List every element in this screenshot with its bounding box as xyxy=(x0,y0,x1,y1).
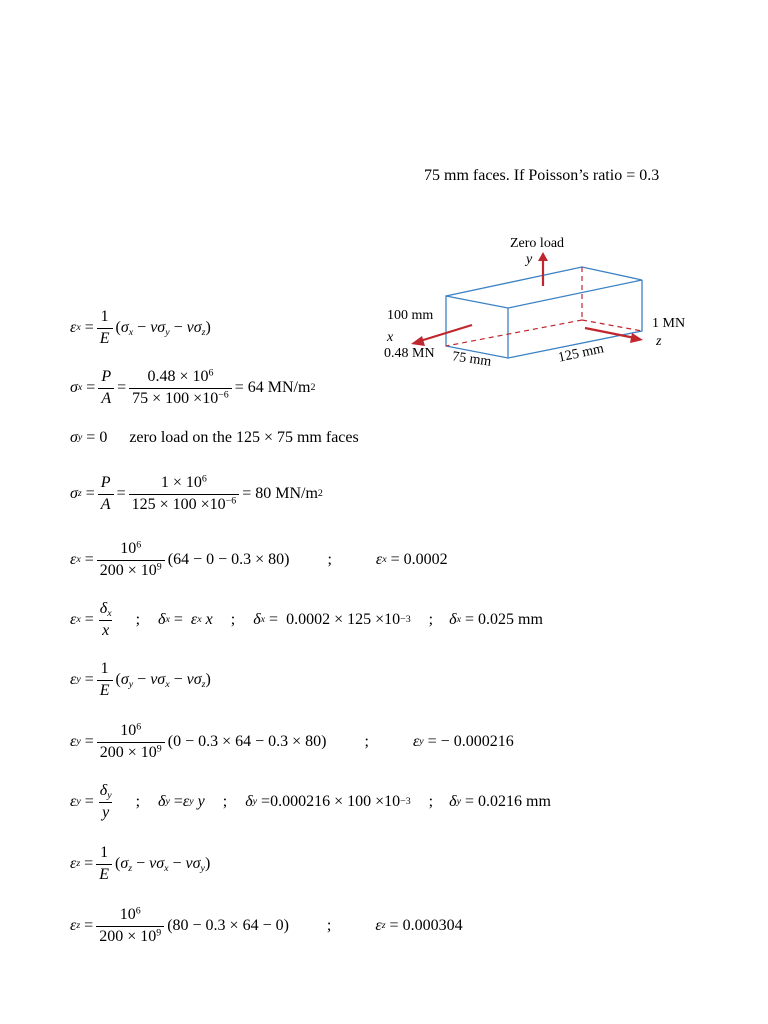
eq-stress-y: σ y = 0 zero load on the 125 × 75 mm faces xyxy=(70,429,359,446)
strain-y-result: = − 0.000216 xyxy=(427,733,514,750)
block-diagram xyxy=(380,230,700,380)
eq-deformation-x: ε x = $\frac{\delta_x}{x}$ ; δ x = ε x x ; δ x = 0.0002 × 125 ×10 −3 ; δ x = 0.025 mm xyxy=(70,600,543,639)
stress-y-note: zero load on the 125 × 75 mm faces xyxy=(129,429,359,446)
eq-strain-y-general: ε y = $\frac{1}{E}$ $(\sigma_y - \nu\sigma_x - \nu\sigma_z)$ xyxy=(70,660,211,699)
zero-load-label: Zero load xyxy=(510,236,565,251)
problem-text: 75 mm faces. If Poisson’s ratio = 0.3 xyxy=(424,167,660,184)
z-axis-label: z xyxy=(656,334,662,349)
length-dimension: 125 mm xyxy=(556,341,606,366)
eq-strain-z-calc: ε z = $\frac{10^6}{200 \times 10^9}$ (80 − 0.3 × 64 − 0) ; ε z = 0.000304 xyxy=(70,905,463,945)
eq-stress-x: σ x = $\frac{P}{A}$ = $\frac{0.48 \times 10^6}{75 \times 100 \times 10^{-6}}$ = 64 MN/m 2 xyxy=(70,367,316,407)
height-dimension: 100 mm xyxy=(387,308,434,323)
eq-stress-z: σ z = $\frac{P}{A}$ = $\frac{1 \times 10^6}{125 \times 100 \times 10^{-6}}$ = 80 MN/m 2 xyxy=(70,473,323,513)
eq-strain-y-calc: ε y = $\frac{10^6}{200 \times 10^9}$ (0 − 0.3 × 64 − 0.3 × 80) ; ε y = − 0.000216 xyxy=(70,721,514,761)
deformation-x-result: = 0.025 mm xyxy=(464,611,543,628)
strain-x-result: = 0.0002 xyxy=(390,551,448,568)
eq-strain-x-general: ε x = $\frac{1}{E}$ $(\sigma_x - \nu\sigma_y - \nu\sigma_z)$ xyxy=(70,308,211,347)
width-dimension: 75 mm xyxy=(451,349,493,370)
x-axis-label: x xyxy=(387,330,394,345)
eq-strain-x-calc: ε x = $\frac{10^6}{200 \times 10^9}$ (64 − 0 − 0.3 × 80) ; ε x = 0.0002 xyxy=(70,539,448,579)
strain-z-result: = 0.000304 xyxy=(389,917,463,934)
deformation-y-result: = 0.0216 mm xyxy=(464,793,551,810)
fraction: $\frac{1}{E}$ xyxy=(97,308,113,348)
y-axis-label: y xyxy=(526,252,533,267)
z-load-label: 1 MN xyxy=(652,316,686,331)
eq-deformation-y: ε y = $\frac{\delta_y}{y}$ ; δ y = ε y y ; δ y = 0.000216 × 100 ×10 −3 ; δ y = 0.0216 mm xyxy=(70,782,551,821)
eq-rhs: $(\sigma_x - \nu\sigma_y - \nu\sigma_z)$ xyxy=(115,319,211,339)
eq-strain-z-general: ε z = $\frac{1}{E}$ $(\sigma_z - \nu\sigma_x - \nu\sigma_y)$ xyxy=(70,844,211,883)
x-load-label: 0.48 MN xyxy=(384,346,435,361)
